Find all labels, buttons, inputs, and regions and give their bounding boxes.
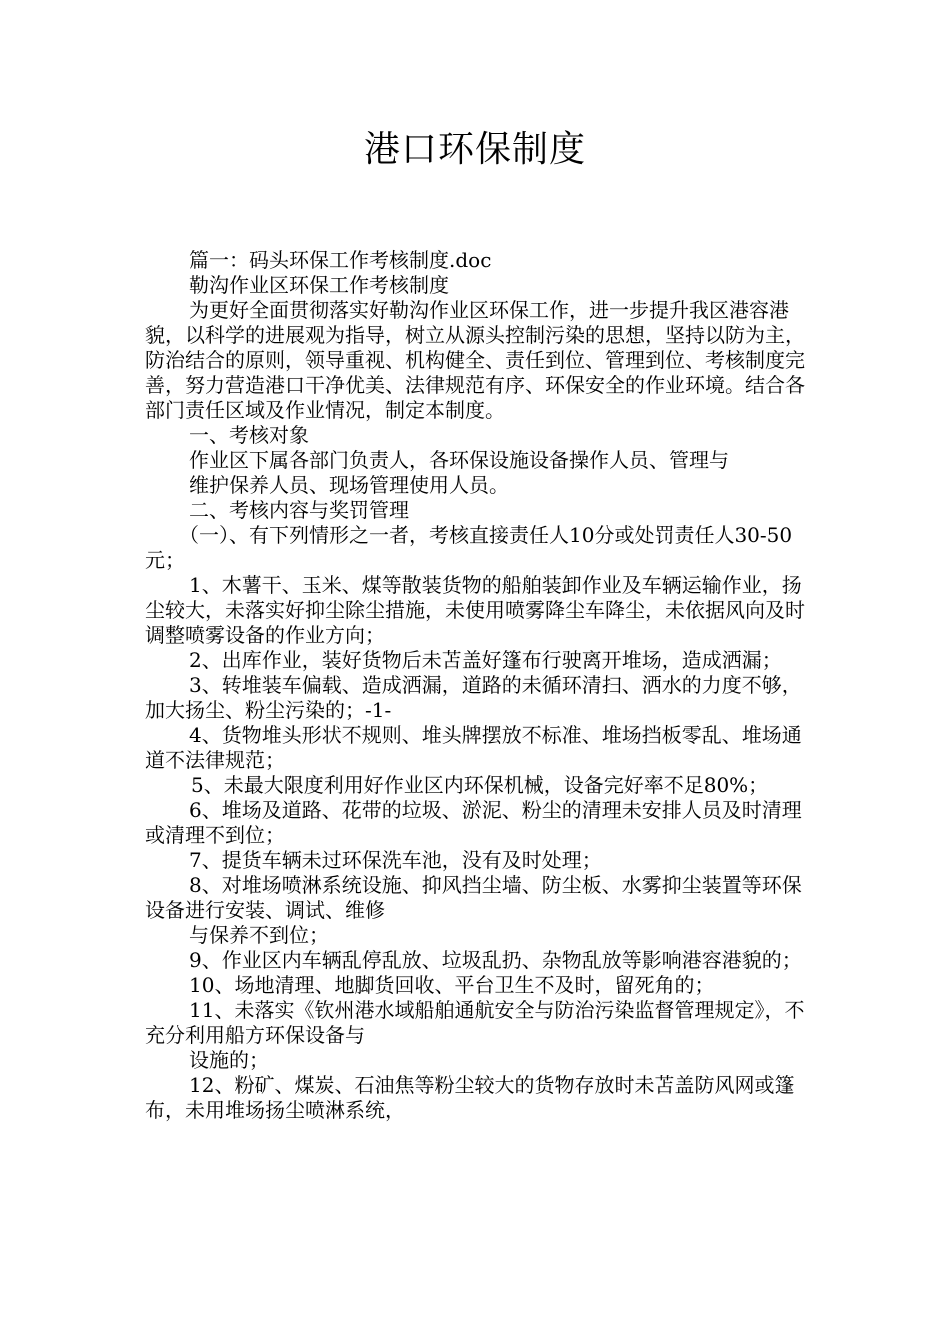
list-item-2: 2、出库作业，装好货物后未苫盖好篷布行驶离开堆场，造成洒漏； bbox=[189, 648, 782, 672]
list-item-12: 12、粉矿、煤炭、石油焦等粉尘较大的货物存放时未苫盖防风网或篷布，未用堆场扬尘喷淋系统， bbox=[145, 1073, 795, 1122]
section-heading-content: 二、考核内容与奖罚管理 bbox=[189, 498, 409, 522]
list-item-10: 10、场地清理、地脚货回收、平台卫生不及时，留死角的； bbox=[189, 973, 715, 997]
paragraph-targets-line1: 作业区下属各部门负责人，各环保设施设备操作人员、管理与 bbox=[189, 448, 729, 472]
list-item-8-continued: 与保养不到位； bbox=[189, 923, 329, 947]
list-item-11-continued: 设施的； bbox=[189, 1048, 269, 1072]
list-item-9: 9、作业区内车辆乱停乱放、垃圾乱扔、杂物乱放等影响港容港貌的； bbox=[189, 948, 802, 972]
paragraph-subtitle: 勒沟作业区环保工作考核制度 bbox=[189, 273, 449, 297]
list-item-6: 6、堆场及道路、花带的垃圾、淤泥、粉尘的清理未安排人员及时清理或清理不到位； bbox=[145, 798, 802, 847]
section-heading-targets: 一、考核对象 bbox=[189, 423, 309, 447]
list-item-3: 3、转堆装车偏载、造成洒漏，道路的未循环清扫、洒水的力度不够，加大扬尘、粉尘污染的；-1- bbox=[145, 673, 802, 722]
list-item-1: 1、木薯干、玉米、煤等散装货物的船舶装卸作业及车辆运输作业，扬尘较大，未落实好抑尘除尘措施，未使用喷雾降尘车降尘，未依据风向及时调整喷雾设备的作业方向； bbox=[145, 573, 805, 647]
list-item-5: 5、未最大限度利用好作业区内环保机械，设备完好率不足80%； bbox=[191, 773, 769, 797]
document-body bbox=[145, 248, 810, 1123]
list-item-4: 4、货物堆头形状不规则、堆头牌摆放不标准、堆场挡板零乱、堆场通道不法律规范； bbox=[145, 723, 802, 772]
paragraph-preamble: 为更好全面贯彻落实好勒沟作业区环保工作，进一步提升我区港容港貌，以科学的进展观为指导，树立从源头控制污染的思想，坚持以防为主，防治结合的原则，领导重视、机构健全、责任到位、管理到位、考核制度完善，努力营造港口干净优美、法律规范有序、环保安全的作业环境。结合各部门责任区域及作业情况，制定本制度。 bbox=[145, 298, 805, 422]
paragraph-targets-line2: 维护保养人员、现场管理使用人员。 bbox=[189, 473, 509, 497]
list-item-7: 7、提货车辆未过环保洗车池，没有及时处理； bbox=[189, 848, 602, 872]
list-item-11: 11、未落实《钦州港水域船舶通航安全与防治污染监督管理规定》，不充分利用船方环保设备与 bbox=[145, 998, 805, 1047]
paragraph-penalty-clause: （一）、有下列情形之一者，考核直接责任人10分或处罚责任人30-50元； bbox=[145, 523, 793, 572]
list-item-8: 8、对堆场喷淋系统设施、抑风挡尘墙、防尘板、水雾抑尘装置等环保设备进行安装、调试、维修 bbox=[145, 873, 802, 922]
paragraph-source-heading: 篇一：码头环保工作考核制度.doc bbox=[189, 248, 492, 272]
document-title: 港口环保制度 bbox=[363, 129, 586, 170]
